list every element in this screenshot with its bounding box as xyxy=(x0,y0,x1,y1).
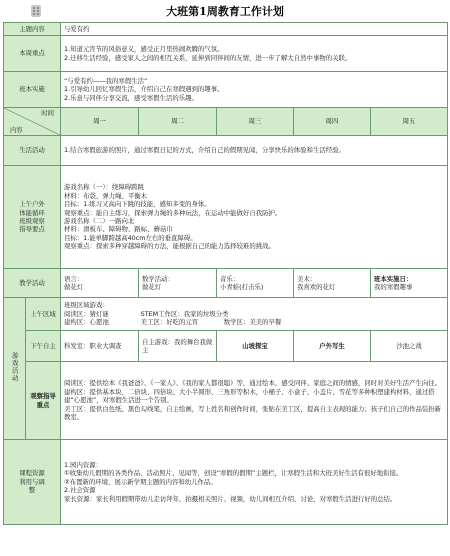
page-title: 大班第1周教育工作计划 xyxy=(166,5,284,18)
outdoor-content xyxy=(61,166,448,269)
resources-content xyxy=(61,440,448,525)
teaching-topic: 我喜欢的花灯 xyxy=(297,283,336,291)
game-label xyxy=(4,298,26,440)
class-impl-line: “与爱有约——我的寒假生活” xyxy=(64,76,148,85)
resources-label xyxy=(4,440,61,525)
teaching-subject: 语言： xyxy=(64,274,84,283)
outdoor-label-line: 指导要点 xyxy=(19,225,45,234)
resources-line: 1.园内资源： xyxy=(64,460,103,469)
day-header-row xyxy=(4,108,448,136)
morning-line: 建构区：心愿池 美工区：好吃的元宵 数学区：美美的早餐 xyxy=(64,318,282,327)
outdoor-line: 观察重点：能自主练习，探索弹力绳的多种玩法，在运动中能做好自我防护。 xyxy=(64,208,282,217)
teaching-cell-fri xyxy=(371,269,448,298)
resources-line: 家长资源：家长利用假期带幼儿走访拜年，拍摄相关照片、视频，幼儿间相互介绍、讨论，对寒假生活进行好的总结。 xyxy=(64,494,397,503)
outdoor-line: 游戏名称（一）：绕障碍跨跳 xyxy=(64,183,144,192)
outdoor-row xyxy=(4,166,448,269)
morning-content xyxy=(61,298,448,331)
afternoon-cell-mon: 科发室：职业大调查 xyxy=(61,331,139,362)
teaching-row xyxy=(4,269,448,298)
observe-line: 建构区：提供基本块、二倍块、四倍块、大小半圆形、三角形等积木，小桶子、小盒子、小盖片、雪花等多种积塑建构材料，通过搭建“心愿池”，对寒假生活进一个告别。 xyxy=(64,387,435,405)
theme-value: 与爱有约 xyxy=(61,23,448,36)
resources-line: 2.社会资源 xyxy=(64,486,96,495)
observe-label: 观察指导重点 xyxy=(26,362,61,440)
class-impl-label: 班本实施 xyxy=(4,72,61,108)
time-content-header xyxy=(4,108,61,136)
afternoon-label: 下午自主 xyxy=(26,331,61,362)
outdoor-label-line: 体能循环 xyxy=(19,208,45,217)
outdoor-line: 目标：1.练习又高向下跳的技能，感知多变的身体。 xyxy=(64,200,211,209)
teaching-subject: 音乐： xyxy=(220,274,240,283)
plan-table xyxy=(3,22,448,525)
outdoor-line: 观察重点：探索多种穿越障碍的方法，能根据自己的能力选择较难的挑战。 xyxy=(64,242,275,251)
resources-label-line: 整 xyxy=(28,486,36,495)
morning-line: 班级区域游戏： xyxy=(64,301,109,310)
day-header-fri: 周五 xyxy=(371,108,448,136)
afternoon-cell-fri: 沙池之战 xyxy=(371,331,448,362)
content-header: 内容 xyxy=(10,125,23,134)
class-impl-content xyxy=(61,72,448,108)
day-header-tue: 周二 xyxy=(139,108,217,136)
outdoor-label-line: 上午户外 xyxy=(19,200,45,209)
life-label: 生活活动 xyxy=(4,136,61,166)
afternoon-cell-tue: 自主游戏：我的舞台我做主 xyxy=(139,331,217,362)
resources-line: ②布置新的环境，展示新学期主题的内容和幼儿作品。 xyxy=(64,477,217,486)
morning-line: 阅读区：猜灯谜 STEM工作区：我家的垃圾分类 xyxy=(64,309,229,318)
outdoor-line: 游戏名称（二）一路向北 xyxy=(64,217,135,225)
outdoor-label-line: 班级观察 xyxy=(19,217,45,225)
day-header-wed: 周三 xyxy=(217,108,294,136)
class-impl-line: 2.乐意与同伴分享交流，感受寒假生活的乐趣。 xyxy=(64,93,198,102)
theme-label: 主题内容 xyxy=(4,23,61,36)
teaching-subject: 班本实施日： xyxy=(374,274,413,283)
teaching-cell-wed xyxy=(217,269,294,298)
day-header-thu: 周四 xyxy=(294,108,371,136)
teaching-cell-thu xyxy=(294,269,371,298)
resources-row xyxy=(4,440,448,525)
teaching-subject: 美术： xyxy=(297,274,317,283)
teaching-subject: 数学活动： xyxy=(142,274,174,283)
observe-row xyxy=(4,362,448,440)
class-impl-line: 1.引导幼儿回忆寒假生活，介绍自己在寒假遇到的趣事。 xyxy=(64,85,224,94)
teaching-cell-mon xyxy=(61,269,139,298)
teaching-cell-tue xyxy=(139,269,217,298)
resources-label-line: 课程资源 xyxy=(19,469,45,478)
outdoor-line: 目标：1.能单脚跨越高40cm左右的垂直障碍。 xyxy=(64,233,197,242)
observe-line: 阅读区：提供绘本《我爸爸》、《一家人》、《我的家人都很聪》等，通过绘本，感受同伴、家庭之间的情感，同时对美好生活产生向往。 xyxy=(64,379,442,388)
afternoon-cell-wed: 山坡探宝 xyxy=(217,331,294,362)
teaching-label: 教学活动 xyxy=(4,269,61,298)
teaching-topic: 做花灯 xyxy=(64,283,84,291)
resources-line: ①收集幼儿假期的各类作品、活动照片、见闻等，创设“寒假的假期”主题栏，让寒假生活和大班美好生活有很好地衔接。 xyxy=(64,469,403,478)
game-afternoon-row xyxy=(4,331,448,362)
observe-line: 美工区：提供白色纸、黑色勾线笔，自主绘画，写上姓名和创作时间，张贴在美工区，提高自主表现的能力；孩子们自己的作品装扮新教室。 xyxy=(64,404,442,422)
day-header-mon: 周一 xyxy=(61,108,139,136)
life-content: 1.结合寒假旅游的照片，通过寒假日记的方式，介绍自己的假期见闻，分享快乐的体验和生活经验。 xyxy=(61,136,448,166)
focus-label: 本周重点 xyxy=(4,36,61,72)
outdoor-line: 材料：布袋、弹力绳、平衡木 xyxy=(64,191,148,200)
afternoon-cell-thu: 户外写生 xyxy=(294,331,371,362)
focus-content xyxy=(61,36,448,72)
drag-handle-icon[interactable] xyxy=(31,5,41,17)
outdoor-label xyxy=(4,166,61,269)
game-morning-row xyxy=(4,298,448,331)
teaching-topic: 我的寒假趣事 xyxy=(374,283,413,291)
focus-line: 2.迁移生活经验，感受家人之间的相互关系，延伸到同伴间的友情，进一步了解大自然中事物的关联。 xyxy=(64,53,352,62)
focus-line: 1.知道元宵节的风俗意义，感受正月里热闹欢腾的气氛。 xyxy=(64,45,224,54)
class-impl-row xyxy=(4,72,448,108)
teaching-topic: 做花灯 xyxy=(142,283,162,291)
observe-content xyxy=(61,362,448,440)
life-row xyxy=(4,136,448,166)
outdoor-line: 材料：滑板车、障碍物、路标、蘑菇巾 xyxy=(64,225,173,234)
game-label-text: 游戏活动 xyxy=(10,352,19,383)
morning-label: 上午区域 xyxy=(26,298,61,331)
theme-row xyxy=(4,23,448,36)
resources-label-line: 利用与调 xyxy=(19,477,45,486)
focus-row xyxy=(4,36,448,72)
teaching-topic: 小青蛙(打击乐) xyxy=(220,283,264,291)
time-header: 时间 xyxy=(41,109,54,117)
